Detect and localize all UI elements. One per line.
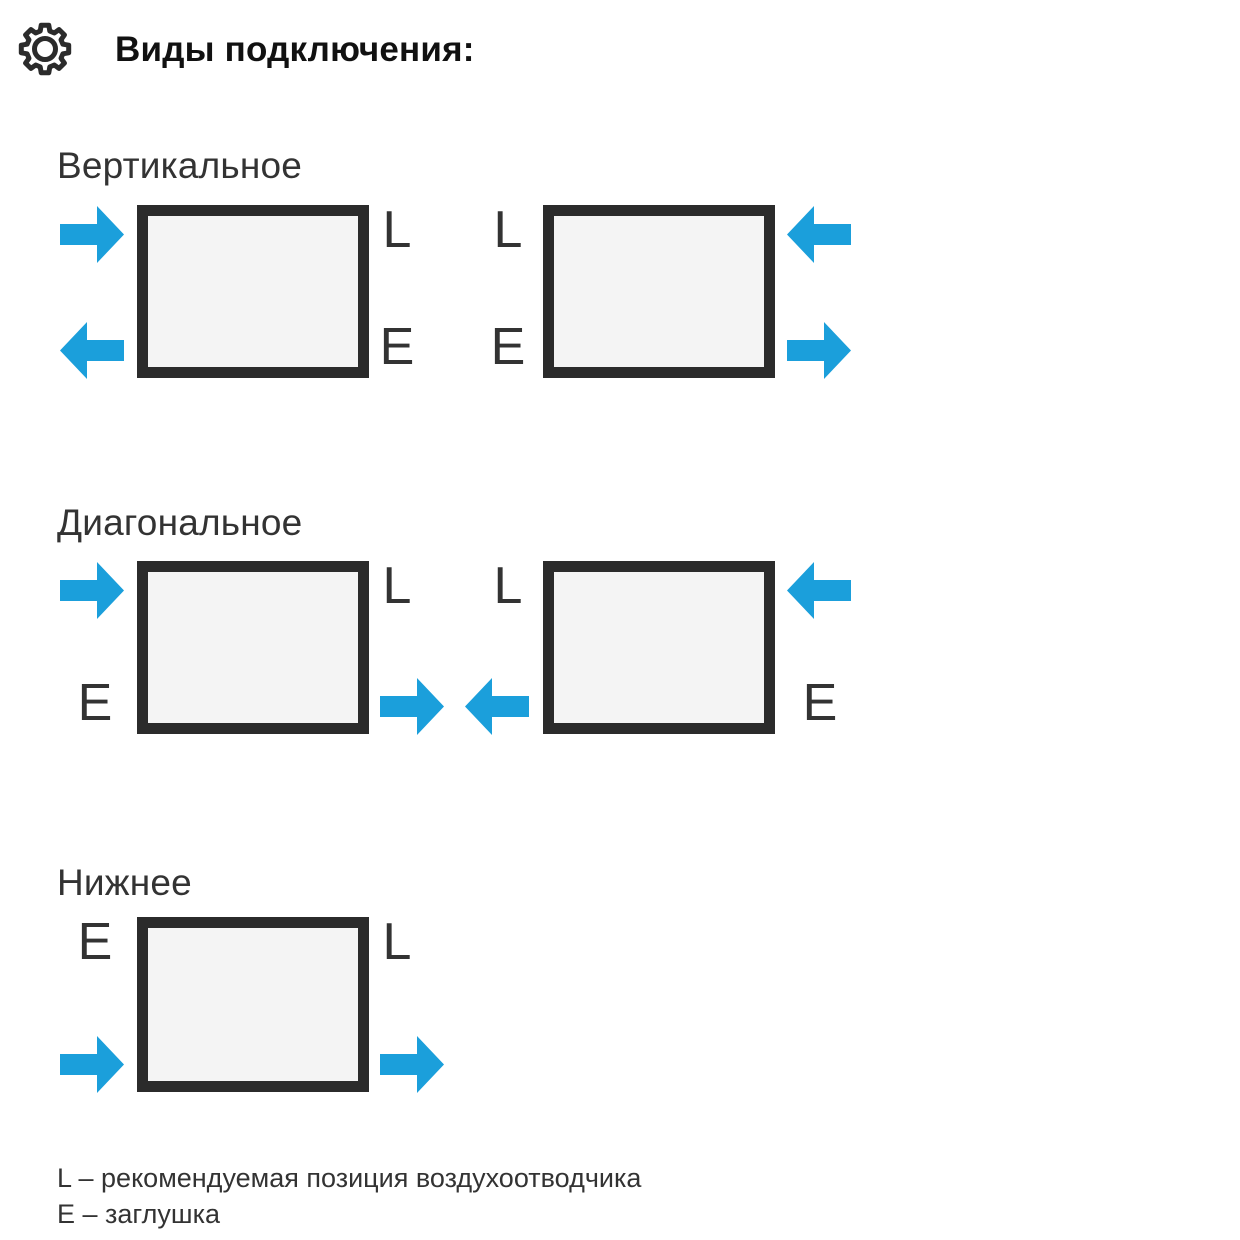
port-label-L: L [493,557,523,615]
radiator-rect [137,917,369,1092]
port-label-E: E [77,913,113,971]
flow-arrow-right-icon [380,1036,444,1093]
legend-line-plug: E – заглушка [57,1199,221,1229]
port-label-E: E [802,674,838,732]
section-title-bottom: Нижнее [57,862,192,903]
legend [57,1160,641,1232]
section-title-diagonal: Диагональное [57,502,303,543]
port-label-L: L [382,913,412,971]
port-label-E: E [379,318,415,376]
port-label-L: L [382,201,412,259]
port-label-L: L [382,557,412,615]
page-title: Виды подключения: [115,30,475,69]
port-label-L: L [493,201,523,259]
port-label-E: E [490,318,526,376]
port-label-E: E [77,674,113,732]
flow-arrow-right-icon [60,1036,124,1093]
section-title-vertical: Вертикальное [57,145,303,186]
legend-line-air-vent: L – рекомендуемая позиция воздухоотводчика [57,1163,642,1193]
